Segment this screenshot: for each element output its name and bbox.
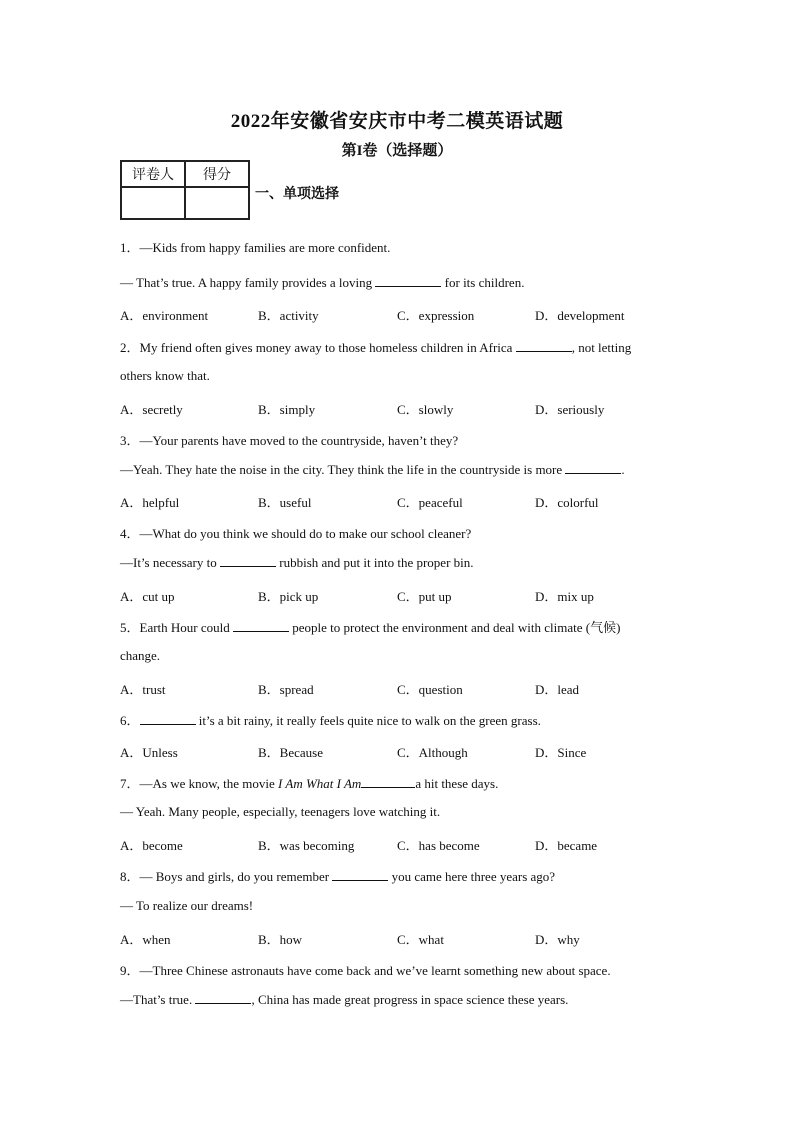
option-d: D．development <box>535 308 625 323</box>
option-d: D．Since <box>535 745 587 760</box>
q4-reply: —It’s necessary to rubbish and put it into the proper bin. <box>120 555 474 570</box>
option-b: B．was becoming <box>258 838 355 853</box>
option-a: A．cut up <box>120 589 175 604</box>
q2-stem-cont: others know that. <box>120 368 210 383</box>
option-a: A．helpful <box>120 495 180 510</box>
option-b: B．activity <box>258 308 319 323</box>
movie-title: I Am What I Am <box>278 776 362 791</box>
option-a: A．become <box>120 838 183 853</box>
q5-stem: 5．Earth Hour could people to protect the environment and deal with climate (气候) <box>120 620 621 635</box>
option-c: C．slowly <box>397 402 454 417</box>
option-b: B．Because <box>258 745 323 760</box>
option-d: D．became <box>535 838 598 853</box>
grader-cell <box>121 187 185 219</box>
paper-subtitle: 第I卷（选择题） <box>341 143 453 159</box>
option-b: B．simply <box>258 402 316 417</box>
q8-reply: — To realize our dreams! <box>120 898 254 913</box>
answer-blank <box>565 461 621 474</box>
answer-blank <box>140 712 196 725</box>
option-c: C．put up <box>397 589 452 604</box>
q3-stem: 3．—Your parents have moved to the countryside, haven’t they? <box>120 433 459 448</box>
option-a: A．secretly <box>120 402 183 417</box>
option-c: C．has become <box>397 838 480 853</box>
answer-blank <box>332 868 388 881</box>
option-d: D．why <box>535 932 580 947</box>
q2-stem: 2．My friend often gives money away to those homeless children in Africa , not letting <box>120 340 632 355</box>
q4-stem: 4．—What do you think we should do to make our school cleaner? <box>120 526 472 541</box>
answer-blank <box>233 619 289 632</box>
answer-blank <box>195 991 251 1004</box>
q5-stem-cont: change. <box>120 648 161 663</box>
score-header: 得分 <box>185 161 249 187</box>
option-b: B．how <box>258 932 303 947</box>
option-a: A．Unless <box>120 745 178 760</box>
q3-reply: —Yeah. They hate the noise in the city. They think the life in the countryside is more . <box>120 462 625 477</box>
q7-stem: 7．—As we know, the movie I Am What I Am a hit these days. <box>120 776 499 791</box>
answer-blank <box>375 274 441 287</box>
option-c: C．question <box>397 682 463 697</box>
section-heading: 一、单项选择 <box>255 186 339 202</box>
q9-stem: 9．—Three Chinese astronauts have come back and we’ve learnt something new about space. <box>120 963 611 978</box>
q1-reply: — That’s true. A happy family provides a loving for its children. <box>120 275 525 290</box>
grader-header: 评卷人 <box>121 161 185 187</box>
option-d: D．colorful <box>535 495 599 510</box>
answer-blank <box>361 775 415 788</box>
option-d: D．seriously <box>535 402 605 417</box>
option-b: B．spread <box>258 682 314 697</box>
q7-reply: — Yeah. Many people, especially, teenagers love watching it. <box>120 804 441 819</box>
answer-blank <box>516 339 572 352</box>
option-a: A．when <box>120 932 171 947</box>
score-table <box>120 160 250 220</box>
option-b: B．useful <box>258 495 312 510</box>
option-d: D．lead <box>535 682 580 697</box>
score-cell <box>185 187 249 219</box>
option-c: C．what <box>397 932 444 947</box>
option-b: B．pick up <box>258 589 319 604</box>
option-c: C．peaceful <box>397 495 463 510</box>
answer-blank <box>220 554 276 567</box>
q1-stem: 1．—Kids from happy families are more confident. <box>120 240 391 255</box>
q9-reply: —That’s true. , China has made great progress in space science these years. <box>120 992 569 1007</box>
option-a: A．trust <box>120 682 166 697</box>
q8-stem: 8．— Boys and girls, do you remember you came here three years ago? <box>120 869 556 884</box>
option-c: C．Although <box>397 745 468 760</box>
option-c: C．expression <box>397 308 475 323</box>
option-a: A．environment <box>120 308 209 323</box>
option-d: D．mix up <box>535 589 594 604</box>
exam-title: 2022年安徽省安庆市中考二模英语试题 <box>230 111 564 132</box>
q6-stem: 6． it’s a bit rainy, it really feels quite nice to walk on the green grass. <box>120 713 541 728</box>
